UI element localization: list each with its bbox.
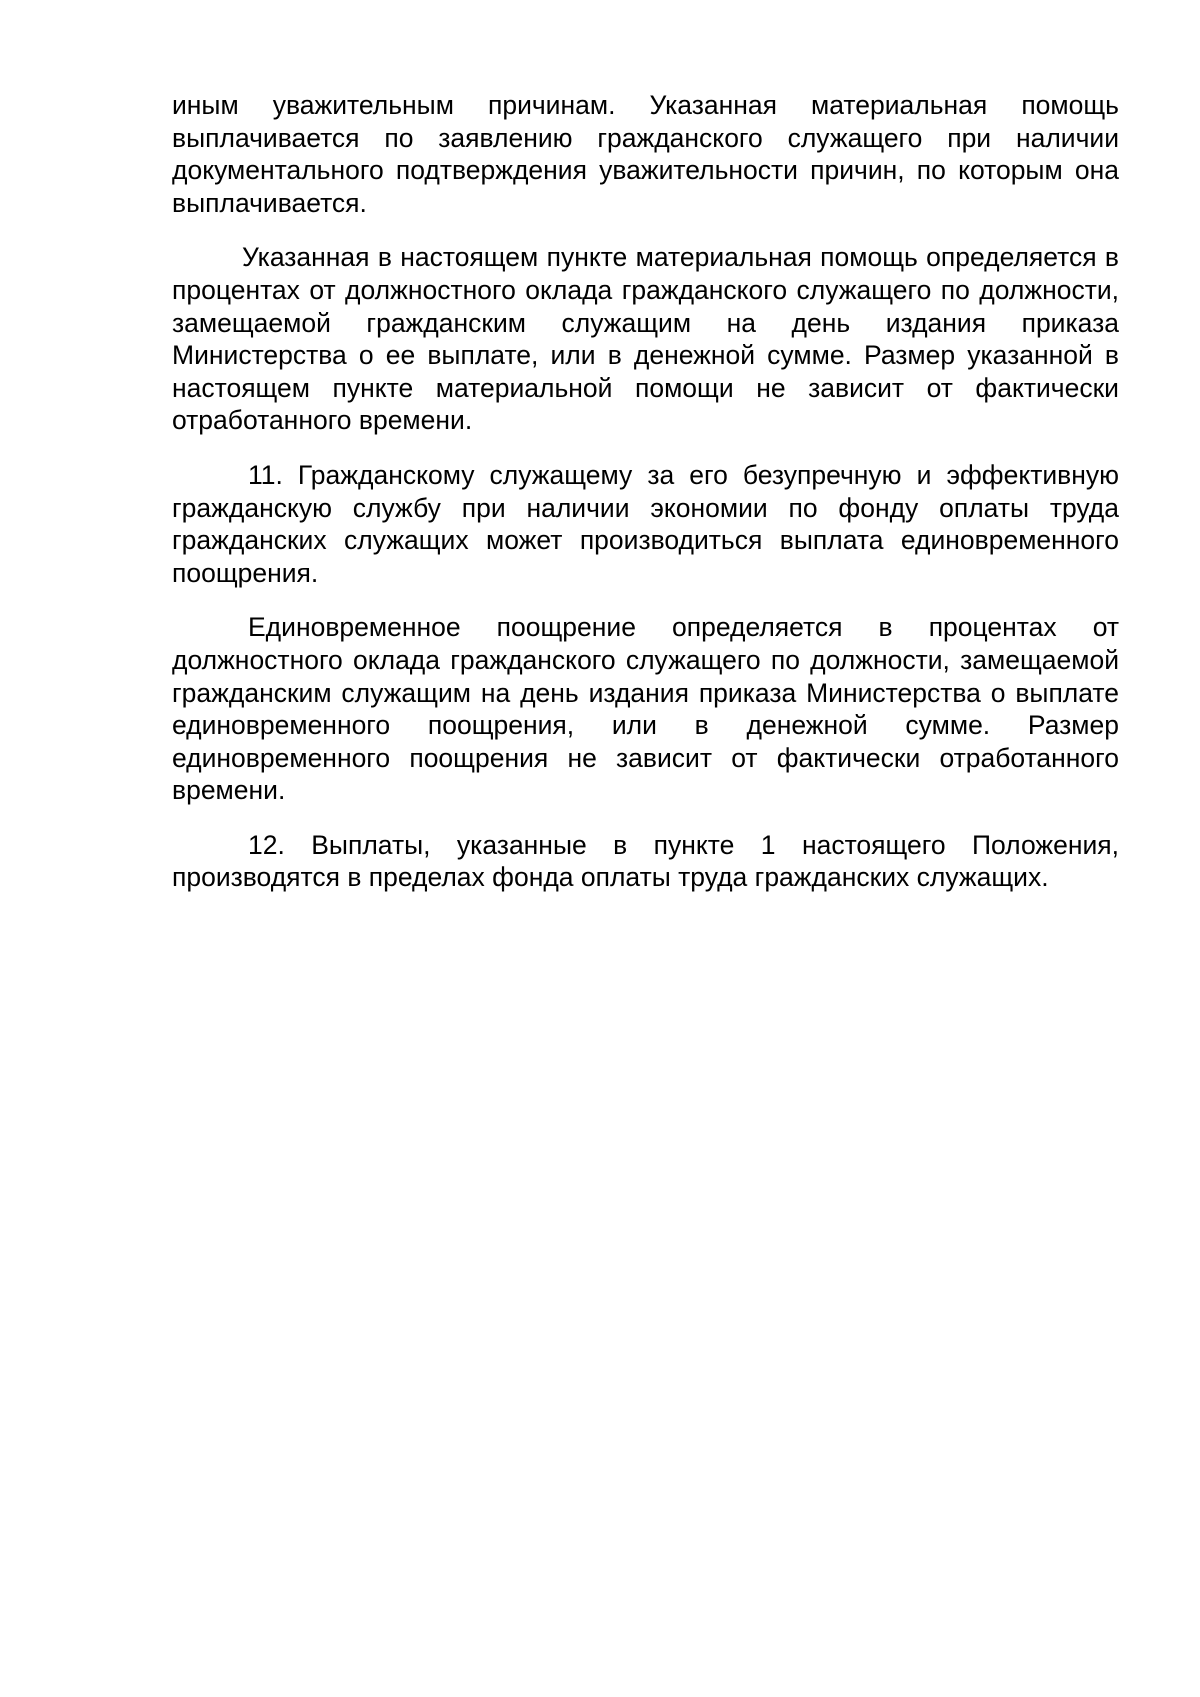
paragraph-continuation: иным уважительным причинам. Указанная материальная помощь выплачивается по заявлению гражданского служащего при наличии документального подтверждения уважительности причин, по которым она выплачивается. [172,90,1119,218]
paragraph-one-time-bonus: Единовременное поощрение определяется в процентах от должностного оклада гражданского служащего по должности, замещаемой гражданским служащим на день издания приказа Министерства о выплате единовременного поощрения, или в денежной сумме. Размер единовременного поощрения не зависит от фактически отработанного времени. [172,612,1119,806]
paragraph-material-aid: Указанная в настоящем пункте материальная помощь определяется в процентах от должностного оклада гражданского служащего по должности, замещаемой гражданским служащим на день издания приказа Министерства о ее выплате, или в денежной сумме. Размер указанной в настоящем пункте материальной помощи не зависит от фактически отработанного времени. [172,242,1119,436]
paragraph-item-11: 11. Гражданскому служащему за его безупречную и эффективную гражданскую службу при наличии экономии по фонду оплаты труда гражданских служащих может производиться выплата единовременного поощрения. [172,459,1119,588]
paragraph-item-12: 12. Выплаты, указанные в пункте 1 настоящего Положения, производятся в пределах фонда оплаты труда гражданских служащих. [172,829,1119,893]
document-body [172,89,1119,916]
